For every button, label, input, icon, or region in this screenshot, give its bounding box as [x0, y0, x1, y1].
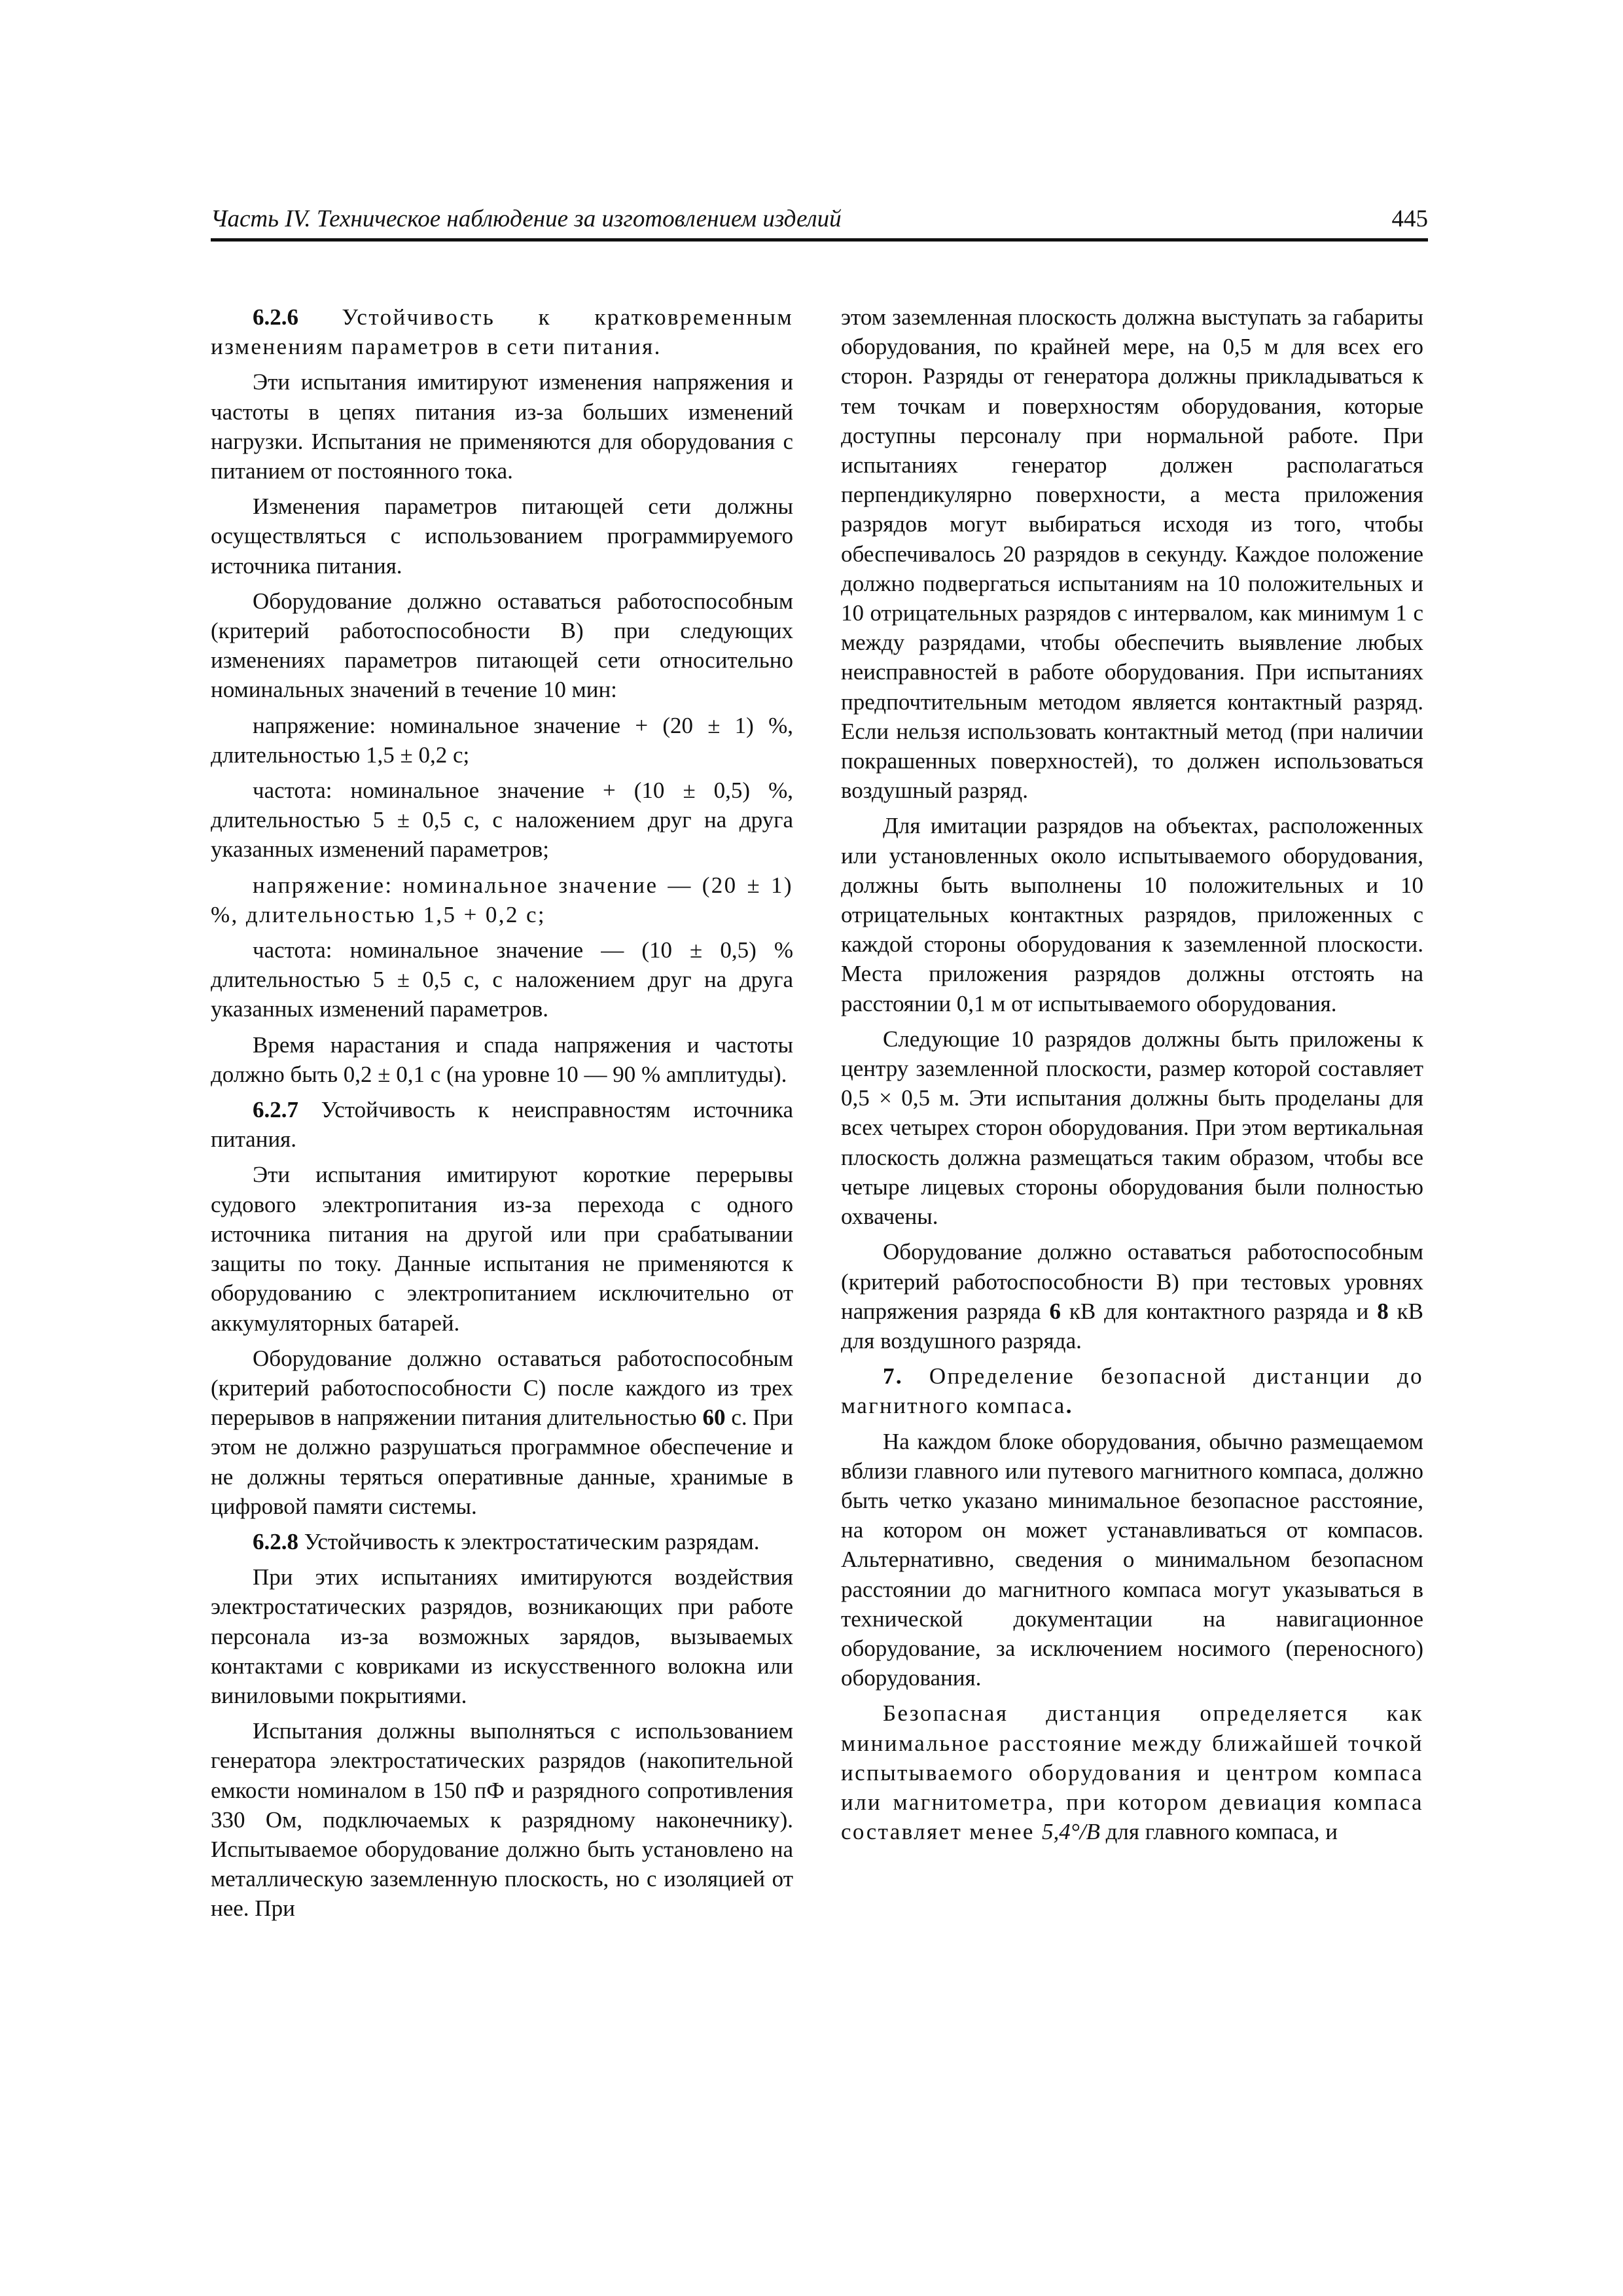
paragraph: Эти испытания имитируют короткие перерывы судового электропитания из-за перехода с одного источника питания на другой или при срабатывании защиты по току. Данные испытания не применяются к оборудованию с электропитанием исключительно от аккумуляторных батарей.: [211, 1162, 793, 1336]
paragraph: [211, 1527, 793, 1556]
paragraph: [841, 1698, 1423, 1846]
italic-symbol: B: [1086, 1819, 1100, 1845]
section-heading: Устойчивость к электростатическим разрядам.: [298, 1528, 760, 1554]
text-run: с. При этом не должно разрушаться программное обеспечение и не должны теряться оперативные данные, хранимые в цифровой памяти системы.: [211, 1405, 793, 1519]
paragraph: На каждом блоке оборудования, обычно размещаемом вблизи главного или путевого магнитного компаса, должно быть четко указано минимальное безопасное расстояние, на котором он может устанавливаться от компасов. Альтернативно, сведения о минимальном безопасном расстоянии до магнитного компаса могут указываться в технической документации на навигационное оборудование, за исключением носимого (переносного) оборудования.: [841, 1428, 1423, 1691]
paragraph: Время нарастания и спада напряжения и частоты должно быть 0,2 ± 0,1 с (на уровне 10 — 90 % амплитуды).: [211, 1031, 793, 1087]
text-run: кВ для воздушного разряда.: [841, 1298, 1423, 1354]
paragraph: напряжение: номинальное значение — (20 ± 1) %, длительностью 1,5 + 0,2 с;: [211, 872, 793, 927]
bold-value: 60: [702, 1405, 726, 1431]
header-title: Часть IV. Техническое наблюдение за изготовлением изделий: [211, 206, 842, 232]
paragraph: Изменения параметров питающей сети должны осуществляться с использованием программируемого источника питания.: [211, 493, 793, 579]
left-column: [211, 302, 793, 2083]
text-run: Безопасная дистанция определяется как минимальное расстояние между ближайшей точкой испытываемого оборудования и центром компаса или магнитометра, при котором девиация компаса составляет менее: [841, 1700, 1423, 1845]
paragraph: Следующие 10 разрядов должны быть приложены к центру заземленной плоскости, размер которой составляет 0,5 × 0,5 м. Эти испытания должны быть проделаны для всех четырех сторон оборудования. При этом вертикальная плоскость должна размещаться таким образом, чтобы все четыре лицевых стороны оборудования были полностью охвачены.: [841, 1026, 1423, 1230]
text-run: для главного компаса, и: [1099, 1819, 1338, 1845]
italic-value: 5,4°/: [1041, 1819, 1086, 1845]
paragraph: Испытания должны выполняться с использованием генератора электростатических разрядов (накопительной емкости номиналом в 150 пФ и разрядного сопротивления 330 Ом, подключаемых к разрядному наконечнику). Испытываемое оборудование должно быть установлено на металлическую заземленную плоскость, но с изоляцией от нее. При: [211, 1718, 793, 1922]
section-heading: Определение безопасной дистанции до магнитного компаса: [841, 1363, 1423, 1419]
paragraph: [841, 1237, 1423, 1355]
text-run: кВ для контактного разряда и: [1061, 1298, 1378, 1324]
right-column: [841, 302, 1423, 2083]
paragraph: [211, 1344, 793, 1521]
page-number: 445: [1391, 206, 1428, 232]
paragraph: частота: номинальное значение — (10 ± 0,5) % длительностью 5 ± 0,5 с, с наложением друг на друга указанных изменений параметров.: [211, 937, 793, 1022]
paragraph: частота: номинальное значение + (10 ± 0,5) %, длительностью 5 ± 0,5 с, с наложением друг на друга указанных изменений параметров;: [211, 778, 793, 863]
paragraph: напряжение: номинальное значение + (20 ± 1) %, длительностью 1,5 ± 0,2 с;: [211, 712, 793, 768]
bold-value: 6: [1049, 1298, 1061, 1324]
section-heading: Устойчивость к неисправностям источника питания.: [211, 1097, 793, 1153]
heading-period: .: [1065, 1393, 1073, 1419]
paragraph: [841, 1361, 1423, 1420]
paragraph: Эти испытания имитируют изменения напряжения и частоты в цепях питания из-за больших изменений нагрузки. Испытания не применяются для оборудования с питанием от постоянного тока.: [211, 369, 793, 484]
paragraph: Оборудование должно оставаться работоспособным (критерий работоспособности В) при следующих изменениях параметров питающей сети относительно номинальных значений в течение 10 мин:: [211, 588, 793, 703]
section-heading: Устойчивость к кратковременным изменениям параметров в сети питания.: [211, 304, 793, 360]
paragraph: [211, 302, 793, 361]
paragraph: Для имитации разрядов на объектах, расположенных или установленных около испытываемого оборудования, должны быть выполнены 10 положительных и 10 отрицательных контактных разрядов, приложенных с каждой стороны оборудования к заземленной плоскости. Места приложения разрядов должны отстоять на расстоянии 0,1 м от испытываемого оборудования.: [841, 813, 1423, 1016]
section-number: 6.2.7: [253, 1097, 298, 1123]
running-header: [211, 196, 1428, 242]
section-number: 7.: [883, 1363, 904, 1390]
paragraph: [211, 1095, 793, 1154]
paragraph: этом заземленная плоскость должна выступать за габариты оборудования, по крайней мере, на 0,5 м для всех его сторон. Разряды от генератора должны прикладываться к тем точкам и поверхностям оборудования, которые доступны персоналу при нормальной работе. При испытаниях генератор должен располагаться перпендикулярно поверхности, а места приложения разрядов могут выбираться исходя из того, чтобы обеспечивалось 20 разрядов в секунду. Каждое положение должно подвергаться испытаниям на 10 положительных и 10 отрицательных разрядов с интервалом, как минимум 1 с между разрядами, чтобы обеспечить выявление любых неисправностей в работе оборудования. При испытаниях предпочтительным методом является контактный разряд. Если нельзя использовать контактный метод (при наличии покрашенных поверхностей), то должен использоваться воздушный разряд.: [841, 304, 1423, 804]
text-run: Оборудование должно оставаться работоспособным (критерий работоспособности С) после каждого из трех перерывов в напряжении питания длительностью: [211, 1345, 793, 1431]
section-number: 6.2.8: [253, 1528, 298, 1554]
section-number: 6.2.6: [253, 304, 298, 330]
paragraph: При этих испытаниях имитируются воздействия электростатических разрядов, возникающих при работе персонала из-за возможных зарядов, вызываемых контактами с ковриками из искусственного волокна или виниловыми покрытиями.: [211, 1564, 793, 1708]
text-run: Оборудование должно оставаться работоспособным (критерий работоспособности В) при тестовых уровнях напряжения разряда: [841, 1239, 1423, 1324]
bold-value: 8: [1377, 1298, 1389, 1324]
